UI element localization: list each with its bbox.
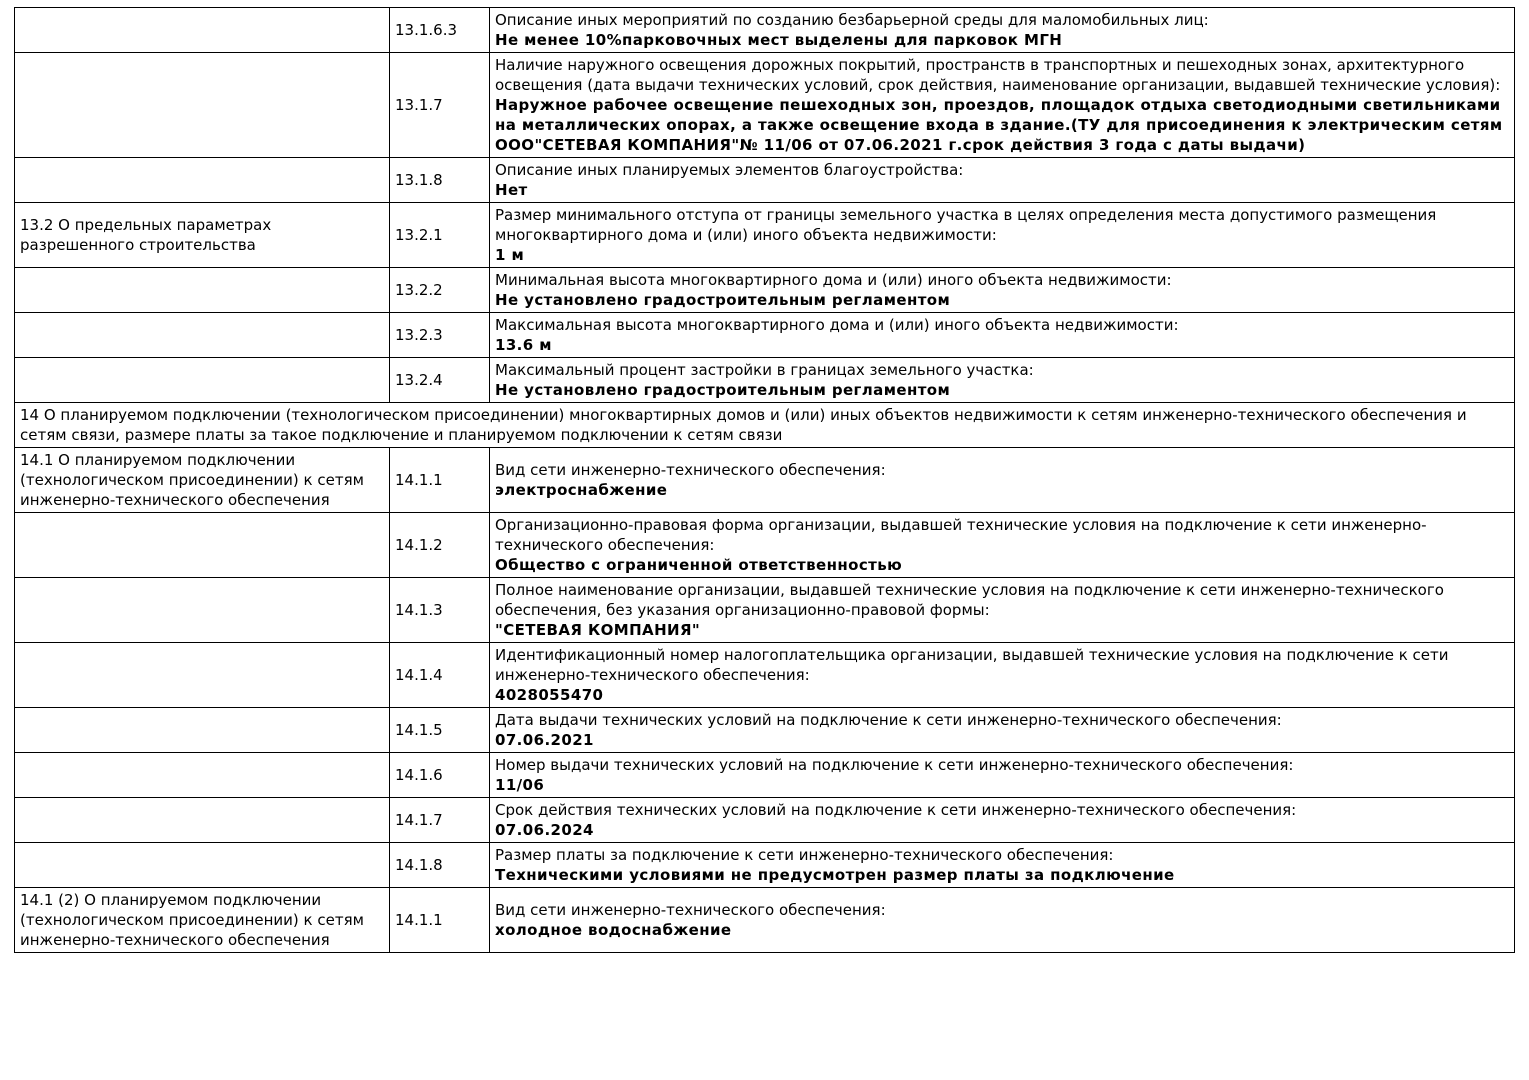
item-label: Максимальная высота многоквартирного дома и (или) иного объекта недвижимости: <box>495 316 1179 334</box>
item-label: Размер платы за подключение к сети инженерно-технического обеспечения: <box>495 846 1114 864</box>
item-label: Дата выдачи технических условий на подключение к сети инженерно-технического обеспечения: <box>495 711 1282 729</box>
item-code-cell: 14.1.2 <box>390 513 490 578</box>
item-label: Описание иных мероприятий по созданию безбарьерной среды для маломобильных лиц: <box>495 11 1209 29</box>
section-title-cell: 14.1 О планируемом подключении (технологическом присоединении) к сетям инженерно-технического обеспечения <box>15 448 390 513</box>
section-title-cell: 13.2 О предельных параметрах разрешенного строительства <box>15 203 390 268</box>
section-title-cell <box>15 798 390 843</box>
item-value: 07.06.2021 <box>495 731 594 749</box>
item-code-cell: 14.1.1 <box>390 448 490 513</box>
item-value: 07.06.2024 <box>495 821 594 839</box>
item-label: Организационно-правовая форма организации, выдавшей технические условия на подключение к сети инженерно-технического обеспечения: <box>495 516 1427 554</box>
item-value: 1 м <box>495 246 525 264</box>
table-row <box>15 513 1515 578</box>
table-row <box>15 313 1515 358</box>
item-label: Вид сети инженерно-технического обеспечения: <box>495 461 886 479</box>
item-label: Номер выдачи технических условий на подключение к сети инженерно-технического обеспечения: <box>495 756 1294 774</box>
item-content-cell <box>490 203 1515 268</box>
table-row <box>15 753 1515 798</box>
section-title-cell <box>15 268 390 313</box>
section-title-cell <box>15 158 390 203</box>
item-content-cell <box>490 313 1515 358</box>
project-declaration-table <box>14 7 1515 953</box>
item-content-cell <box>490 843 1515 888</box>
item-content-cell <box>490 158 1515 203</box>
item-label: Размер минимального отступа от границы земельного участка в целях определения места допустимого размещения многоквартирного дома и (или) иного объекта недвижимости: <box>495 206 1437 244</box>
item-code-cell: 13.2.2 <box>390 268 490 313</box>
item-content-cell <box>490 268 1515 313</box>
item-code-cell: 13.2.4 <box>390 358 490 403</box>
item-value: холодное водоснабжение <box>495 921 732 939</box>
table-row <box>15 268 1515 313</box>
item-label: Вид сети инженерно-технического обеспечения: <box>495 901 886 919</box>
section-title-cell <box>15 708 390 753</box>
item-code-cell: 13.2.1 <box>390 203 490 268</box>
item-content-cell <box>490 358 1515 403</box>
section-title-cell <box>15 53 390 158</box>
item-code-cell: 13.1.7 <box>390 53 490 158</box>
item-code-cell: 14.1.8 <box>390 843 490 888</box>
item-label: Идентификационный номер налогоплательщика организации, выдавшей технические условия на подключение к сети инженерно-технического обеспечения: <box>495 646 1449 684</box>
section-title-cell: 14.1 (2) О планируемом подключении (технологическом присоединении) к сетям инженерно-технического обеспечения <box>15 888 390 953</box>
section-title-cell <box>15 643 390 708</box>
item-value: 13.6 м <box>495 336 552 354</box>
section-header-cell: 14 О планируемом подключении (технологическом присоединении) многоквартирных домов и (или) иных объектов недвижимости к сетям инженерно-технического обеспечения и сетям связи, размере платы за такое подключение и планируемом подключении к сетям связи <box>15 403 1515 448</box>
table-row <box>15 203 1515 268</box>
item-value: электроснабжение <box>495 481 668 499</box>
table-row <box>15 53 1515 158</box>
section-title-cell <box>15 578 390 643</box>
item-content-cell <box>490 643 1515 708</box>
item-content-cell <box>490 753 1515 798</box>
item-value: "СЕТЕВАЯ КОМПАНИЯ" <box>495 621 701 639</box>
table-row <box>15 158 1515 203</box>
item-label: Минимальная высота многоквартирного дома и (или) иного объекта недвижимости: <box>495 271 1172 289</box>
section-title-cell <box>15 313 390 358</box>
item-value: Общество с ограниченной ответственностью <box>495 556 903 574</box>
item-value: Техническими условиями не предусмотрен размер платы за подключение <box>495 866 1175 884</box>
item-value: Не установлено градостроительным регламентом <box>495 381 951 399</box>
table-row <box>15 358 1515 403</box>
table-row <box>15 888 1515 953</box>
item-content-cell <box>490 448 1515 513</box>
item-value: Не установлено градостроительным регламентом <box>495 291 951 309</box>
item-label: Максимальный процент застройки в границах земельного участка: <box>495 361 1034 379</box>
table-row <box>15 843 1515 888</box>
item-content-cell <box>490 578 1515 643</box>
table-row <box>15 643 1515 708</box>
item-content-cell <box>490 8 1515 53</box>
section-title-cell <box>15 513 390 578</box>
item-content-cell <box>490 53 1515 158</box>
section-title-cell <box>15 753 390 798</box>
item-value: Наружное рабочее освещение пешеходных зон, проездов, площадок отдыха светодиодными светильниками на металлических опорах, а также освещение входа в здание.(ТУ для присоединения к электрическим сетям ООО"СЕТЕВАЯ КОМПАНИЯ"№ 11/06 от 07.06.2021 г.срок действия 3 года с даты выдачи) <box>495 96 1503 154</box>
section-title-cell <box>15 8 390 53</box>
item-content-cell <box>490 513 1515 578</box>
table-row <box>15 448 1515 513</box>
item-content-cell <box>490 708 1515 753</box>
item-code-cell: 13.1.8 <box>390 158 490 203</box>
section-title-cell <box>15 843 390 888</box>
item-label: Срок действия технических условий на подключение к сети инженерно-технического обеспечения: <box>495 801 1297 819</box>
item-value: 11/06 <box>495 776 545 794</box>
table-row <box>15 798 1515 843</box>
item-code-cell: 13.1.6.3 <box>390 8 490 53</box>
item-code-cell: 13.2.3 <box>390 313 490 358</box>
item-label: Описание иных планируемых элементов благоустройства: <box>495 161 964 179</box>
item-code-cell: 14.1.5 <box>390 708 490 753</box>
item-code-cell: 14.1.7 <box>390 798 490 843</box>
item-content-cell <box>490 888 1515 953</box>
item-code-cell: 14.1.6 <box>390 753 490 798</box>
item-value: 4028055470 <box>495 686 604 704</box>
item-code-cell: 14.1.4 <box>390 643 490 708</box>
item-value: Не менее 10%парковочных мест выделены для парковок МГН <box>495 31 1063 49</box>
table-row <box>15 708 1515 753</box>
section-title-cell <box>15 358 390 403</box>
declaration-table-body <box>15 8 1515 953</box>
item-content-cell <box>490 798 1515 843</box>
item-value: Нет <box>495 181 528 199</box>
item-label: Полное наименование организации, выдавшей технические условия на подключение к сети инженерно-технического обеспечения, без указания организационно-правовой формы: <box>495 581 1444 619</box>
section-header-row <box>15 403 1515 448</box>
table-row <box>15 8 1515 53</box>
item-code-cell: 14.1.1 <box>390 888 490 953</box>
table-row <box>15 578 1515 643</box>
item-code-cell: 14.1.3 <box>390 578 490 643</box>
item-label: Наличие наружного освещения дорожных покрытий, пространств в транспортных и пешеходных зонах, архитектурного освещения (дата выдачи технических условий, срок действия, наименование организации, выдавшей технические условия): <box>495 56 1501 94</box>
